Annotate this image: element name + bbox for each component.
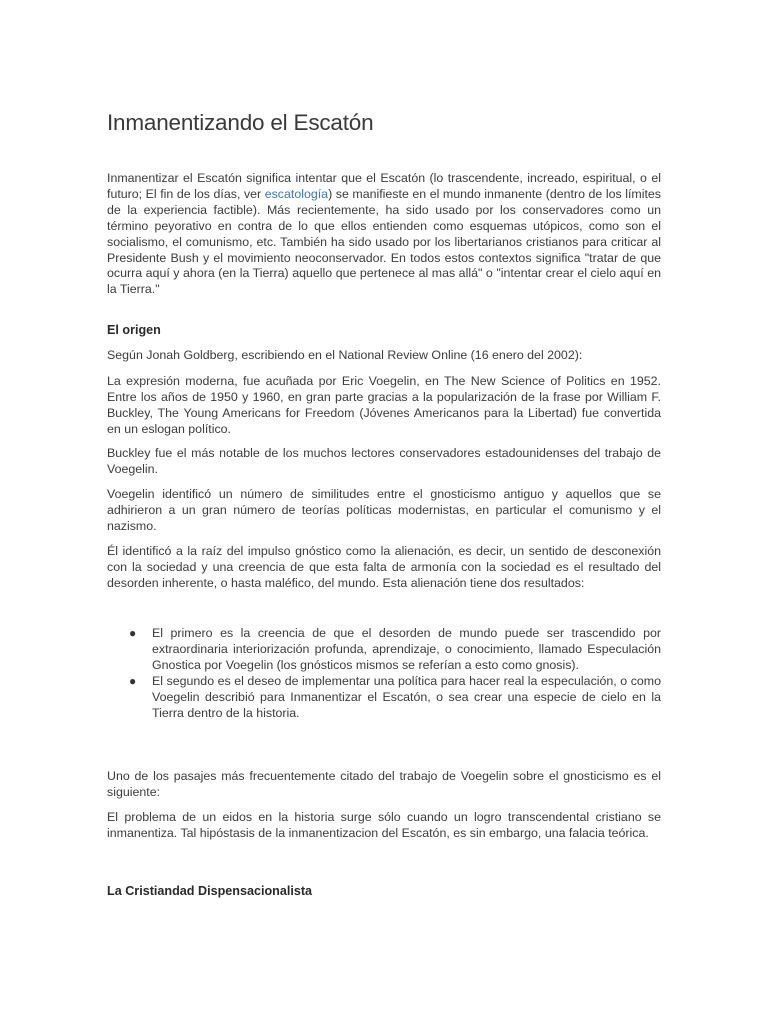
paragraph-goldberg: Según Jonah Goldberg, escribiendo en el National Review Online (16 enero del 2002): — [107, 348, 583, 362]
escatologia-link[interactable]: escatología — [264, 186, 329, 201]
intro-paragraph-block — [107, 171, 661, 298]
intro-paragraph — [107, 171, 661, 298]
paragraph-quote-eidos: El problema de un eidos en la historia surge sólo cuando un logro transcendental cristiano se inmanentiza. Tal hipóstasis de la inmanentizacion del Escatón, es sin embargo, una falacia teórica. — [107, 810, 661, 840]
section-heading-cristiandad: La Cristiandad Dispensacionalista — [107, 884, 313, 898]
section-heading-origen: El origen — [107, 323, 161, 337]
intro-text-start: Inmanentizar el Escatón significa intentar que el Escatón (lo trascendente, increado, espiritual, o el futuro; El fin de los días, ver — [107, 171, 661, 201]
section-heading-cristiandad-block — [107, 883, 661, 899]
page-title: Inmanentizando el Escatón — [107, 110, 374, 135]
list-item — [107, 626, 661, 674]
paragraph-block — [107, 769, 661, 801]
paragraph-block — [107, 810, 661, 842]
paragraph-pasajes: Uno de los pasajes más frecuentemente citado del trabajo de Voegelin sobre el gnosticismo es el siguiente: — [107, 769, 661, 799]
paragraph-block — [107, 446, 661, 478]
section-heading-origen-block — [107, 322, 661, 338]
paragraph-expresion-moderna: La expresión moderna, fue acuñada por Eric Voegelin, en The New Science of Politics en 1952. Entre los años de 1950 y 1960, en gran parte gracias a la popularización de la frase por William F. Buckley, The Young Americans for Freedom (Jóvenes Americanos para la Libertad) fue convertida en un eslogan político. — [107, 374, 661, 436]
paragraph-alienacion: Él identificó a la raíz del impulso gnóstico como la alienación, es decir, un sentido de desconexión con la sociedad y una creencia de que esta falta de armonía con la sociedad es el resultado del desorden inherente, o hasta maléfico, del mundo. Esta alienación tiene dos resultados: — [107, 544, 661, 590]
bullet-icon: ● — [129, 673, 137, 688]
list-item — [107, 674, 661, 722]
paragraph-block — [107, 544, 661, 592]
paragraph-block — [107, 348, 661, 364]
bullet-list — [107, 626, 661, 721]
bullet-list-block — [107, 626, 661, 721]
paragraph-block — [107, 487, 661, 535]
paragraph-block — [107, 374, 661, 438]
paragraph-buckley: Buckley fue el más notable de los muchos lectores conservadores estadounidenses del trabajo de Voegelin. — [107, 446, 661, 476]
paragraph-similitudes: Voegelin identificó un número de similitudes entre el gnosticismo antiguo y aquellos que se adhirieron a un gran número de teorías políticas modernistas, en particular el comunismo y el nazismo. — [107, 487, 661, 533]
intro-text-end: ) se manifieste en el mundo inmanente (dentro de los límites de la experiencia factible). Más recientemente, ha sido usado por los conservadores como un término peyorativo en contra de lo que ellos entienden como esquemas utópicos, como son el socialismo, el comunismo, etc. También ha sido usado por los libertarianos cristianos para criticar al Presidente Bush y el movimiento neoconservador. En todos estos contextos significa "tratar de que ocurra aquí y ahora (en la Tierra) aquello que pertenece al mas allá" o "intentar crear el cielo aquí en la Tierra." — [107, 186, 661, 297]
bullet-icon: ● — [129, 626, 137, 640]
list-item-text: El segundo es el deseo de implementar una política para hacer real la especulación, o como Voegelin describió para Inmanentizar el Escatón, o sea crear una especie de cielo en la Tierra dentro de la historia. — [152, 673, 661, 720]
list-item-text: El primero es la creencia de que el desorden de mundo puede ser trascendido por extraordinaria interiorización profunda, aprendizaje, o conocimiento, llamado Especulación Gnostica por Voegelin (los gnósticos mismos se referían a esto como gnosis). — [152, 626, 661, 672]
